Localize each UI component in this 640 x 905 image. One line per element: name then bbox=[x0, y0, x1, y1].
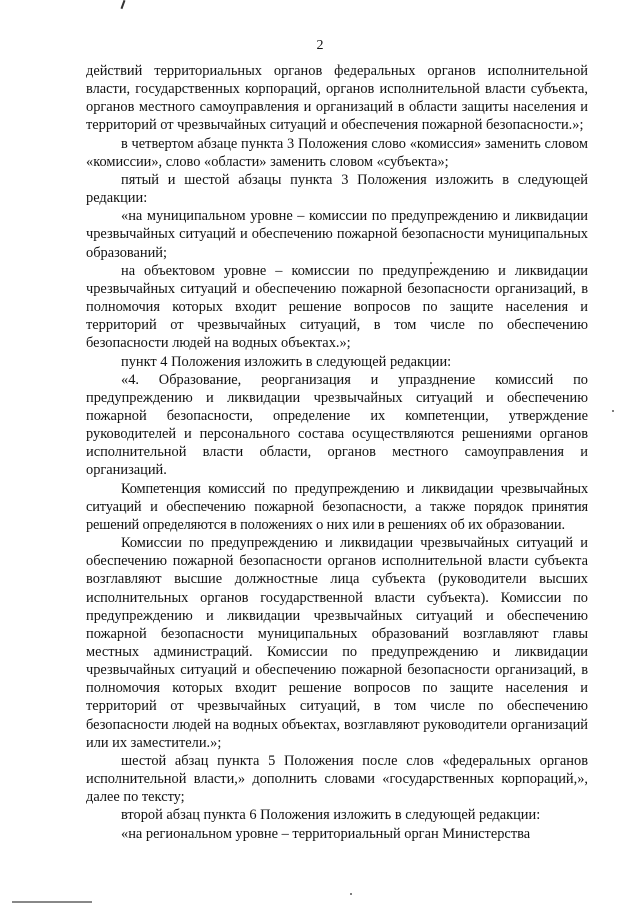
paragraph: шестой абзац пункта 5 Положения после слов «федеральных органов исполнительной власти,» дополнить словами «государственных корпораций,», далее по тексту; bbox=[86, 752, 588, 806]
paragraph: второй абзац пункта 6 Положения изложить в следующей редакции: bbox=[121, 807, 541, 824]
paragraph: «на муниципальном уровне – комиссии по предупреждению и ликвидации чрезвычайных ситуаций и обеспечению пожарной безопасности муниципальных образований; bbox=[86, 208, 588, 261]
paragraph: в четвертом абзаце пункта 3 Положения слово «комиссия» заменить словом «комиссии», слово «области» заменить словом «субъекта»; bbox=[86, 135, 588, 170]
scan-speck bbox=[612, 410, 614, 412]
paragraph: «на региональном уровне – территориальный орган Министерства bbox=[121, 825, 531, 842]
document-body bbox=[86, 62, 588, 843]
paragraph: Комиссии по предупреждению и ликвидации чрезвычайных ситуаций и обеспечению пожарной безопасности органов исполнительной власти субъекта возглавляют высшие должностные лица субъекта (руководители высших исполнительных органов государственной власти субъекта). Комиссии по предупреждению и ликвидации чрезвычайных ситуаций и обеспечению пожарной безопасности муниципальных образований возглавляют главы местных администраций. Комиссии по предупреждению и ликвидации чрезвычайных ситуаций и обеспечению пожарной безопасности организаций, в полномочия которых входит решение вопросов по защите населения и территорий от чрезвычайных ситуаций, в том числе по обеспечению безопасности людей на водных объектах, возглавляют руководители организаций или их заместители.»; bbox=[86, 535, 588, 751]
paragraph: пункт 4 Положения изложить в следующей редакции: bbox=[121, 353, 452, 370]
scan-mark-top bbox=[121, 0, 126, 9]
scan-speck bbox=[350, 893, 352, 895]
paragraph: пятый и шестой абзацы пункта 3 Положения изложить в следующей редакции: bbox=[86, 171, 588, 207]
paragraph: действий территориальных органов федеральных органов исполнительной власти, государственных корпораций, органов исполнительной власти субъекта, органов местного самоуправления и организаций в области защиты населения и территорий от чрезвычайных ситуаций и обеспечения пожарной безопасности.»; bbox=[86, 63, 588, 134]
paragraph: на объектовом уровне – комиссии по предупреждению и ликвидации чрезвычайных ситуаций и обеспечению пожарной безопасности организаций, в полномочия которых входит решение вопросов по защите населения и территорий от чрезвычайных ситуаций, в том числе по обеспечению безопасности людей на водных объектах.»; bbox=[86, 262, 588, 352]
scan-mark-bottom bbox=[12, 901, 92, 903]
page-number: 2 bbox=[316, 38, 324, 53]
paragraph: «4. Образование, реорганизация и упразднение комиссий по предупреждению и ликвидации чрезвычайных ситуаций и обеспечению пожарной безопасности, определение их компетенции, утверждение руководителей и персонального состава осуществляются решениями органов исполнительной власти области, органов местного самоуправления и организаций. bbox=[86, 371, 588, 479]
paragraph: Компетенция комиссий по предупреждению и ликвидации чрезвычайных ситуаций и обеспечению пожарной безопасности, а также порядок принятия решений определяются в положениях о них или в решениях об их образовании. bbox=[86, 480, 588, 533]
